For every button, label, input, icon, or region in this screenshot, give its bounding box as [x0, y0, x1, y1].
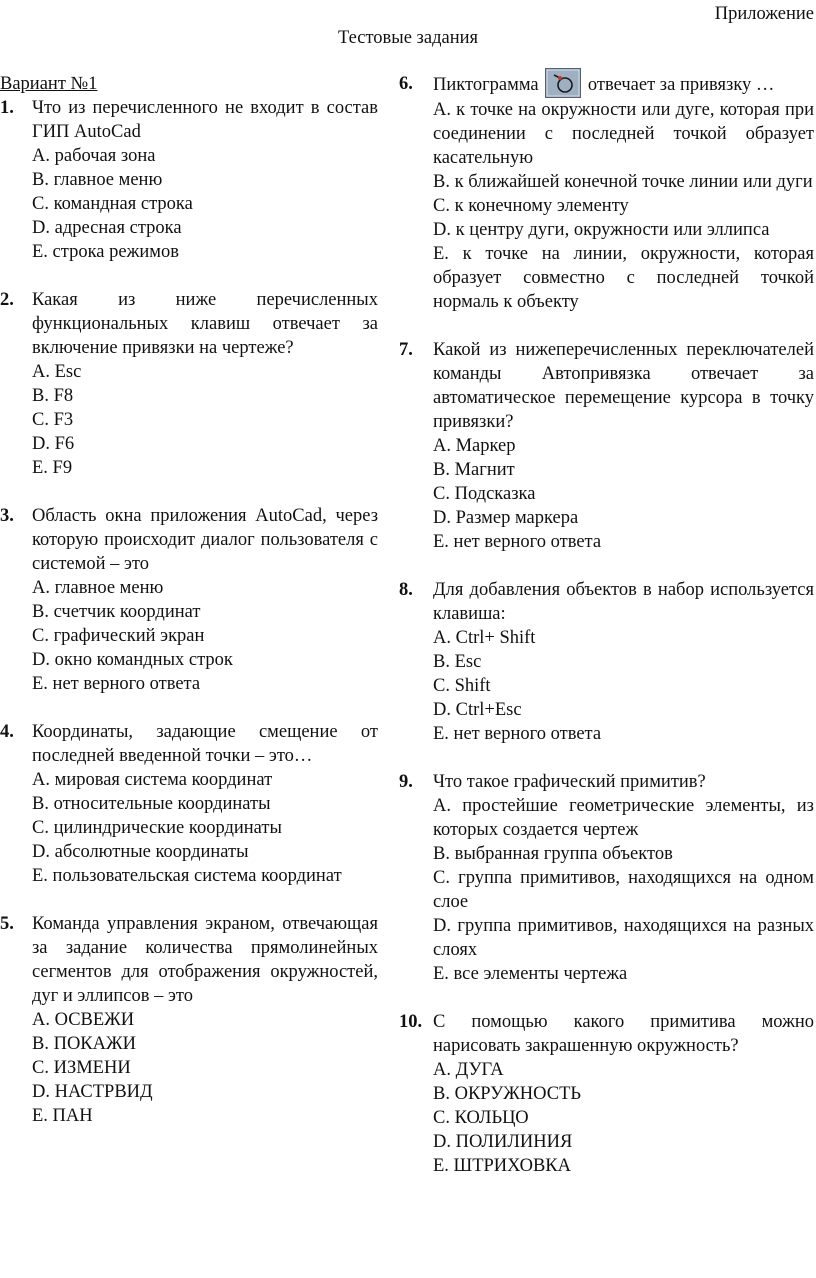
appendix-label: Приложение: [714, 4, 814, 24]
option-e: E. к точке на линии, окружности, которая образует совместно с последней точкой нормаль к объекту: [433, 244, 814, 312]
question-4: [0, 720, 378, 888]
option-a: A. простейшие геометрические элементы, из которых создается чертеж: [433, 796, 814, 840]
question-number: 6.: [399, 74, 413, 94]
option-a: A. ДУГА: [433, 1060, 504, 1080]
option-d: D. группа примитивов, находящихся на разных слоях: [433, 916, 814, 960]
option-a: A. мировая система координат: [32, 770, 273, 790]
option-a: A. Маркер: [433, 436, 516, 456]
option-b: B. счетчик координат: [32, 602, 201, 622]
option-b: B. к ближайшей конечной точке линии или дуги: [433, 172, 813, 192]
option-e: E. F9: [32, 458, 73, 478]
question-8: [399, 578, 814, 746]
option-e: E. нет верного ответа: [32, 674, 201, 694]
option-d: D. НАСТРВИД: [32, 1082, 153, 1102]
question-text: Команда управления экраном, отвечающая за задание количества прямолинейных сегментов для отображения окружностей, дуг и эллипсов – это: [32, 914, 378, 1006]
question-5: [0, 912, 378, 1128]
question-text-before-icon: Пиктограмма: [433, 75, 544, 95]
option-e: E. ШТРИХОВКА: [433, 1156, 571, 1176]
option-e: E. нет верного ответа: [433, 532, 602, 552]
question-number: 1.: [0, 98, 14, 118]
option-b: B. выбранная группа объектов: [433, 844, 673, 864]
question-6: [399, 72, 814, 314]
question-3: [0, 504, 378, 696]
question-number: 8.: [399, 580, 413, 600]
question-10: [399, 1010, 814, 1178]
question-text: Для добавления объектов в набор используется клавиша:: [433, 580, 814, 624]
option-a: A. к точке на окружности или дуге, которая при соединении с последней точкой образует касательную: [433, 100, 814, 168]
option-c: C. Подсказка: [433, 484, 536, 504]
question-1: [0, 96, 378, 264]
question-number: 9.: [399, 772, 413, 792]
option-e: E. ПАН: [32, 1106, 93, 1126]
option-d: D. ПОЛИЛИНИЯ: [433, 1132, 573, 1152]
option-a: A. Ctrl+ Shift: [433, 628, 536, 648]
question-text: Что из перечисленного не входит в состав ГИП AutoCad: [32, 98, 378, 142]
left-column: [0, 72, 378, 1152]
question-text: С помощью какого примитива можно нарисовать закрашенную окружность?: [433, 1012, 814, 1056]
option-d: D. F6: [32, 434, 75, 454]
question-text: [433, 72, 814, 98]
option-d: D. окно командных строк: [32, 650, 233, 670]
option-a: A. главное меню: [32, 578, 164, 598]
option-d: D. Ctrl+Esc: [433, 700, 522, 720]
question-number: 7.: [399, 340, 413, 360]
question-number: 10.: [399, 1012, 423, 1032]
option-d: D. к центру дуги, окружности или эллипса: [433, 220, 770, 240]
question-text: Координаты, задающие смещение от последней введенной точки – это…: [32, 722, 378, 766]
option-b: B. ПОКАЖИ: [32, 1034, 136, 1054]
option-c: C. Shift: [433, 676, 491, 696]
option-e: E. нет верного ответа: [433, 724, 602, 744]
option-c: C. графический экран: [32, 626, 205, 646]
option-e: E. все элементы чертежа: [433, 964, 628, 984]
option-c: C. F3: [32, 410, 74, 430]
option-c: C. КОЛЬЦО: [433, 1108, 529, 1128]
option-d: D. Размер маркера: [433, 508, 579, 528]
option-d: D. адресная строка: [32, 218, 182, 238]
option-c: C. к конечному элементу: [433, 196, 629, 216]
option-a: A. ОСВЕЖИ: [32, 1010, 135, 1030]
right-column: [399, 72, 814, 1202]
option-b: B. Esc: [433, 652, 482, 672]
question-number: 4.: [0, 722, 14, 742]
variant-label: Вариант №1: [0, 74, 98, 94]
option-a: A. рабочая зона: [32, 146, 156, 166]
question-number: 3.: [0, 506, 14, 526]
question-text: Область окна приложения AutoCad, через которую происходит диалог пользователя с системой – это: [32, 506, 378, 574]
option-b: B. F8: [32, 386, 74, 406]
question-2: [0, 288, 378, 480]
question-text: Какая из ниже перечисленных функциональных клавиш отвечает за включение привязки на чертеже?: [32, 290, 378, 358]
option-b: B. относительные координаты: [32, 794, 271, 814]
question-text: Что такое графический примитив?: [433, 772, 706, 792]
question-number: 2.: [0, 290, 14, 310]
option-c: C. цилиндрические координаты: [32, 818, 282, 838]
question-number: 5.: [0, 914, 14, 934]
question-text-after-icon: отвечает за привязку …: [583, 75, 775, 95]
question-9: [399, 770, 814, 986]
option-e: E. пользовательская система координат: [32, 866, 342, 886]
question-text: Какой из нижеперечисленных переключателей команды Автопривязка отвечает за автоматическое перемещение курсора в точку привязки?: [433, 340, 814, 432]
page-title: Тестовые задания: [337, 28, 479, 48]
tangent-snap-icon: [545, 68, 581, 98]
option-b: B. Магнит: [433, 460, 515, 480]
option-c: C. группа примитивов, находящихся на одном слое: [433, 868, 814, 912]
option-b: B. главное меню: [32, 170, 163, 190]
option-b: B. ОКРУЖНОСТЬ: [433, 1084, 581, 1104]
question-7: [399, 338, 814, 554]
option-d: D. абсолютные координаты: [32, 842, 249, 862]
option-c: C. командная строка: [32, 194, 193, 214]
option-c: C. ИЗМЕНИ: [32, 1058, 131, 1078]
option-a: A. Esc: [32, 362, 82, 382]
option-e: E. строка режимов: [32, 242, 179, 262]
